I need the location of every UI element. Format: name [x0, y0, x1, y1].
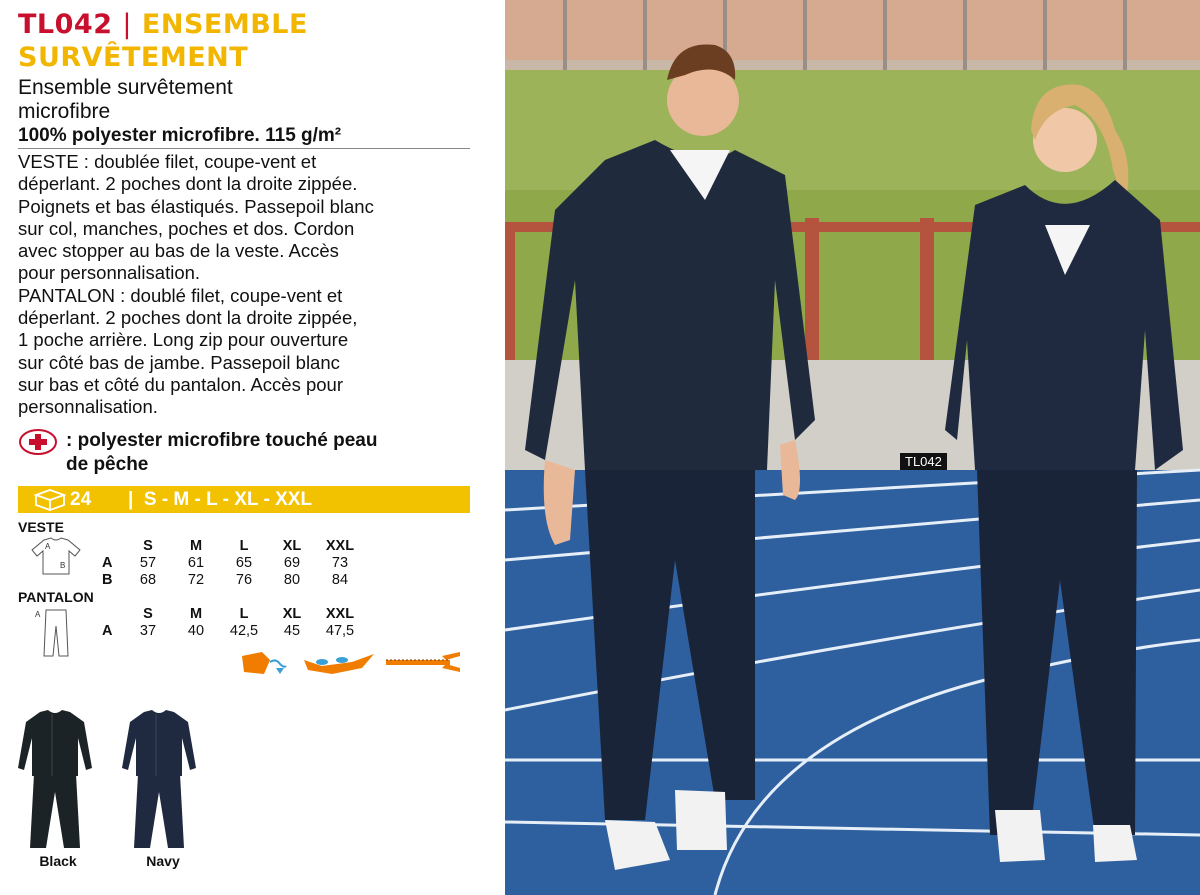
swatch-label-navy: Navy	[146, 853, 180, 869]
available-sizes: | S - M - L - XL - XXL	[128, 489, 313, 510]
product-title	[18, 8, 498, 74]
svg-text:A: A	[45, 542, 51, 551]
plus-icon	[18, 429, 58, 455]
title-separator: |	[122, 9, 132, 40]
row-label: A	[102, 554, 113, 571]
fabric-spec: 100% polyester microfibre. 115 g/m²	[18, 125, 470, 149]
table-header-row	[102, 537, 364, 554]
desc-line: 1 poche arrière. Long zip pour ouverture	[18, 329, 349, 351]
table-cell: 76	[235, 571, 253, 588]
size-header: M	[189, 605, 203, 622]
desc-line: pour personnalisation.	[18, 262, 201, 284]
table-row	[102, 571, 364, 588]
size-header: L	[239, 537, 249, 554]
table-cell: 40	[187, 622, 205, 639]
desc-line: avec stopper au bas de la veste. Accès	[18, 240, 339, 262]
size-header: XXL	[325, 605, 355, 622]
product-name-line1: ENSEMBLE	[141, 9, 308, 40]
product-info-panel	[0, 0, 505, 895]
table-cell: 80	[283, 571, 301, 588]
desc-line: PANTALON : doublé filet, coupe-vent et	[18, 284, 343, 306]
desc-line: déperlant. 2 poches dont la droite zippée,	[18, 307, 358, 329]
desc-line: sur col, manches, poches et dos. Cordon	[18, 217, 355, 239]
swatch-black-tracksuit[interactable]	[14, 708, 96, 852]
product-description	[18, 151, 488, 419]
row-label: A	[102, 622, 113, 639]
desc-line: Poignets et bas élastiqués. Passepoil blanc	[18, 195, 374, 217]
box-icon	[32, 488, 68, 511]
product-subtitle	[18, 76, 488, 124]
table-cell: 37	[139, 622, 157, 639]
subtitle-line1: Ensemble survêtement	[18, 76, 233, 99]
desc-line: sur bas et côté du pantalon. Accès pour	[18, 373, 343, 395]
product-code: TL042	[18, 9, 113, 40]
table-row	[102, 622, 364, 639]
pantalon-size-table	[102, 605, 364, 639]
table-header-row	[102, 605, 364, 622]
table-cell: 57	[139, 554, 157, 571]
table-cell: 72	[187, 571, 205, 588]
plus-line1: : polyester microfibre touché peau	[66, 430, 378, 451]
desc-line: personnalisation.	[18, 396, 158, 418]
swatch-label-black: Black	[39, 853, 77, 869]
table-cell: 84	[331, 571, 349, 588]
pantalon-label: PANTALON	[18, 589, 94, 605]
table-cell: 69	[283, 554, 301, 571]
track-scene-illustration	[505, 0, 1200, 895]
pack-size-bar	[18, 486, 470, 513]
pack-quantity: 24	[70, 489, 92, 510]
cord-stopper-icon	[302, 648, 376, 676]
desc-line: sur côté bas de jambe. Passepoil blanc	[18, 351, 340, 373]
size-header: M	[189, 537, 203, 554]
table-row	[102, 554, 364, 571]
zip-icon	[384, 648, 462, 676]
table-cell: 68	[139, 571, 157, 588]
jacket-diagram-icon	[30, 536, 82, 576]
size-header: XL	[282, 537, 302, 554]
table-cell: 47,5	[325, 622, 355, 639]
photo-product-tag: TL042	[900, 453, 947, 470]
veste-size-table	[102, 537, 364, 588]
desc-line: VESTE : doublée filet, coupe-vent et	[18, 151, 317, 172]
wash-icon	[240, 648, 288, 676]
svg-text:B: B	[60, 561, 66, 570]
veste-label: VESTE	[18, 519, 64, 535]
table-cell: 42,5	[229, 622, 259, 639]
plus-line2: de pêche	[66, 454, 149, 475]
table-cell: 45	[283, 622, 301, 639]
desc-line: déperlant. 2 poches dont la droite zippée.	[18, 173, 358, 195]
size-header: XL	[282, 605, 302, 622]
size-header: S	[143, 605, 153, 622]
row-label: B	[102, 571, 113, 588]
size-header: S	[143, 537, 153, 554]
table-cell: 65	[235, 554, 253, 571]
product-name-line2: SURVÊTEMENT	[18, 42, 249, 73]
pants-diagram-icon	[30, 606, 76, 658]
svg-text:A: A	[35, 610, 41, 619]
product-photo	[505, 0, 1200, 895]
table-cell: 73	[331, 554, 349, 571]
table-cell: 61	[187, 554, 205, 571]
plus-feature-text	[66, 429, 486, 477]
swatch-navy-tracksuit[interactable]	[118, 708, 200, 852]
size-header: L	[239, 605, 249, 622]
size-header: XXL	[325, 537, 355, 554]
subtitle-line2: microfibre	[18, 100, 111, 123]
